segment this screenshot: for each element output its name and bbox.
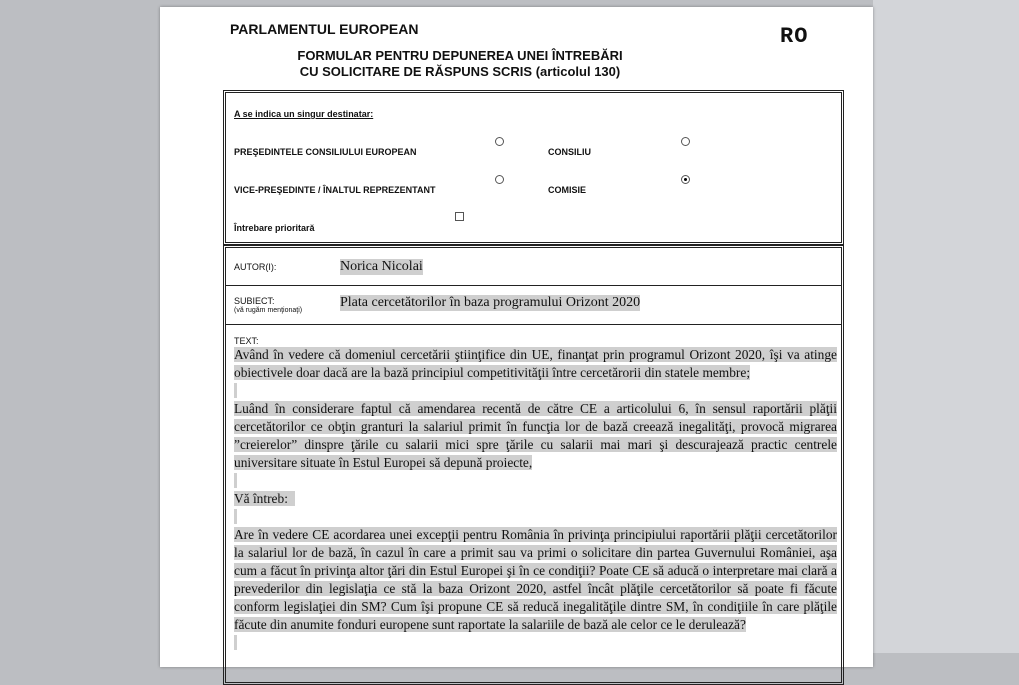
radio-vice-president[interactable] — [495, 175, 504, 184]
language-code: RO — [780, 24, 809, 49]
priority-checkbox[interactable] — [455, 212, 464, 221]
author-value[interactable]: Norica Nicolai — [340, 259, 423, 274]
option-label-vice-president: VICE-PREŞEDINTE / ÎNALTUL REPREZENTANT — [234, 185, 436, 195]
priority-label: Întrebare prioritară — [234, 223, 315, 233]
recipient-heading: A se indica un singur destinatar: — [234, 109, 374, 119]
question-box — [223, 245, 844, 685]
subject-value[interactable]: Plata cercetătorilor în baza programului Orizont 2020 — [340, 295, 641, 310]
radio-president-council[interactable] — [495, 137, 504, 146]
form-title-line1: FORMULAR PENTRU DEPUNEREA UNEI ÎNTREBĂRI — [297, 48, 623, 63]
subject-label: SUBIECT: — [234, 296, 275, 306]
radio-council[interactable] — [681, 137, 690, 146]
workspace-background — [873, 0, 1019, 653]
subject-note: (vă rugăm menţionaţi) — [234, 307, 303, 314]
option-label-council: CONSILIU — [548, 147, 592, 157]
text-paragraph: Vă întreb: — [234, 491, 288, 506]
recipient-box — [223, 90, 844, 245]
text-paragraph: Având în vedere că domeniul cercetării ştiinţifice din UE, finanţat prin programul Orizont 2020, îşi va atinge obiectivele doar dacă are la bază principiul competitivităţii între cercetărorii din statele membre; — [234, 347, 837, 380]
text-paragraph: Luând în considerare faptul că amendarea recentă de către CE a articolului 6, în sensul raportării plăţii cercetătorilor ce obţin granturi la salariul primit în funcţia lor de bază creează inegalităţi, provocă migrarea ”creierelor” dinspre ţările cu salarii mici spre ţările cu salarii mai mari şi descurajează practic centrele universitare situate în Estul Europei să depună proiecte, — [234, 401, 837, 470]
question-text[interactable] — [234, 346, 837, 652]
form-title-line2: CU SOLICITARE DE RĂSPUNS SCRIS (articolul 130) — [299, 64, 621, 79]
document-page — [160, 7, 873, 667]
author-label: AUTOR(I): — [234, 262, 277, 272]
text-label: TEXT: — [234, 336, 259, 346]
text-paragraph: Are în vedere CE acordarea unei excepţii pentru România în privinţa principiului raportării plăţii cercetătorilor la salariul lor de bază, în cazul în care a primit sau va primi o solicitare din partea Guvernului României, aşa cum a făcut în privinţa altor ţări din Estul Europei şi în ce condiţii? Poate CE să aducă o interpretare mai clară a prevederilor din legislaţia ce stă la baza Orizont 2020, astfel încât plăţile cercetătorilor să poate fi făcute conform legislaţiei din SM? Cum îşi propune CE să reducă inegalităţile dintre SM, în condiţiile în care plăţile făcute din anumite fonduri europene sunt raportate la salariile de bază ale celor ce le derulează? — [234, 527, 837, 632]
option-label-president-council: PREŞEDINTELE CONSILIULUI EUROPEAN — [234, 147, 417, 157]
institution-name: PARLAMENTUL EUROPEAN — [230, 21, 419, 37]
divider — [226, 285, 841, 286]
radio-commission[interactable] — [681, 175, 690, 184]
option-label-commission: COMISIE — [548, 185, 587, 195]
divider — [226, 324, 841, 325]
